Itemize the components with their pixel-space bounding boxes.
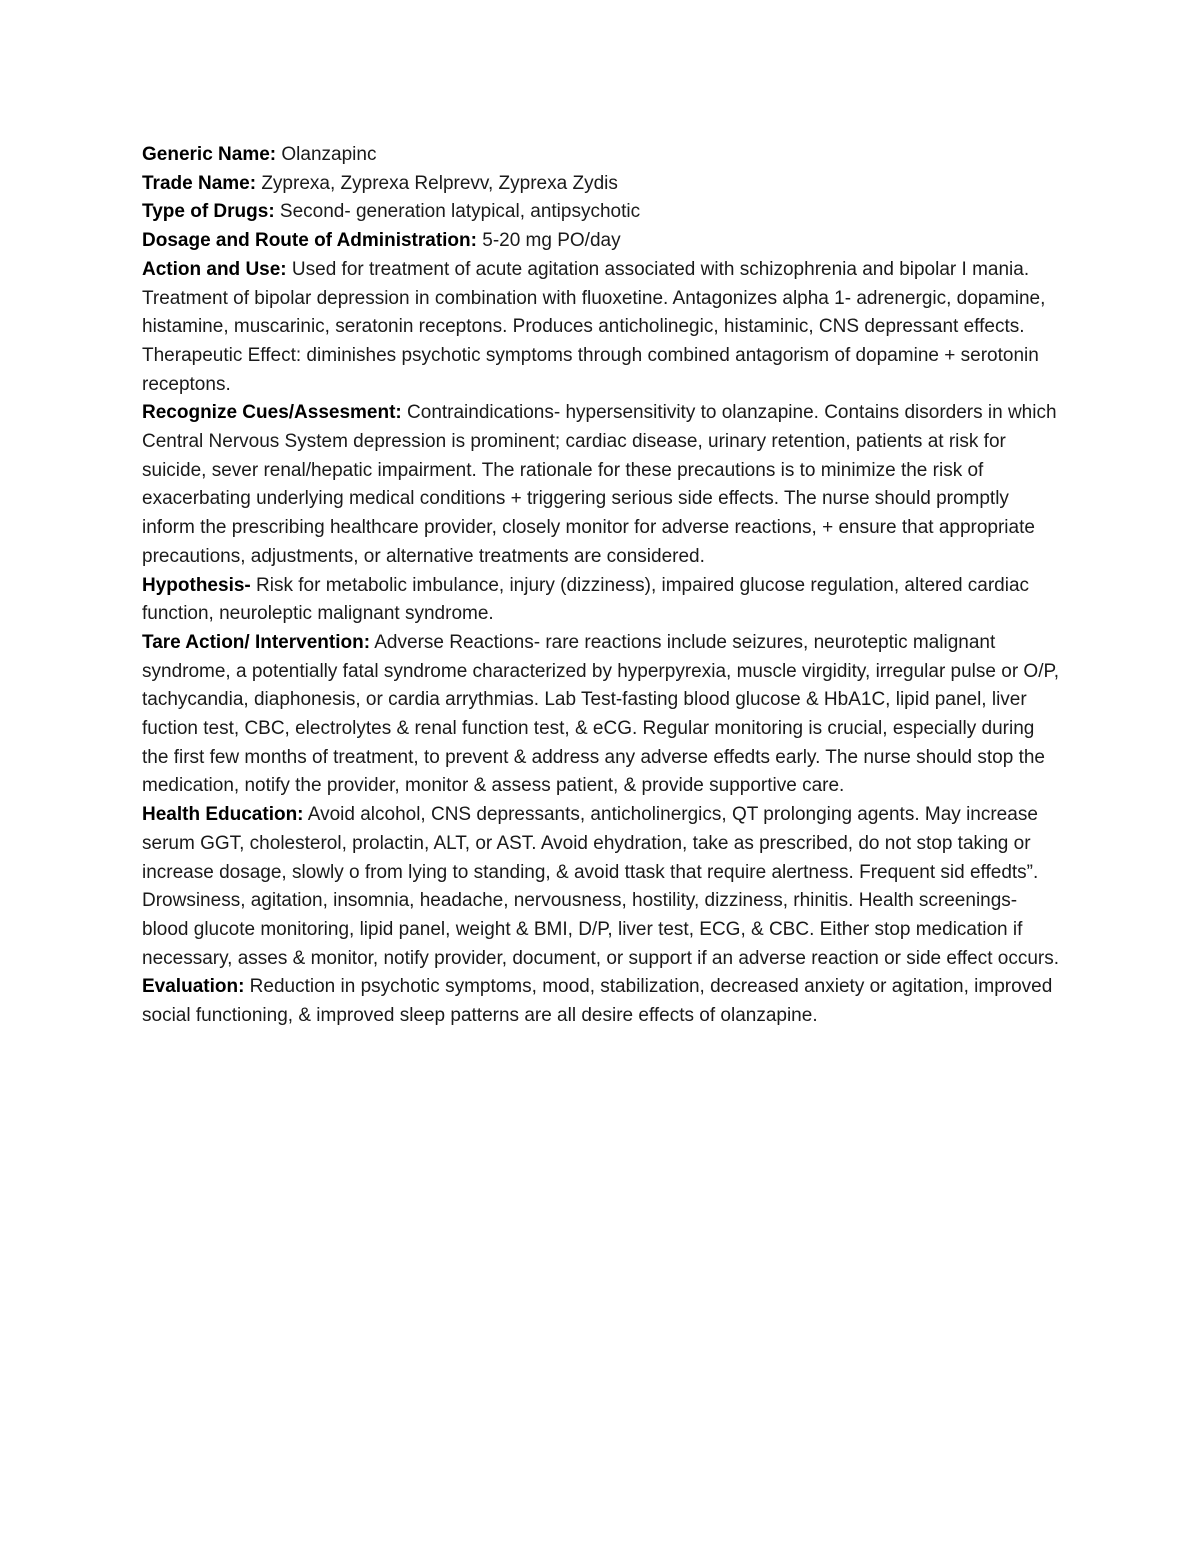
recognize-cues-text: Contraindications- hypersensitivity to olanzapine. Contains disorders in which Central Nervous System depression is prominent; cardiac disease, urinary retention, patients at risk for suicide, sever renal/hepatic impairment. The rationale for these precautions is to minimize the risk of exacerbating underlying medical conditions + triggering serious side effects. The nurse should promptly inform the prescribing healthcare provider, closely monitor for adverse reactions, + ensure that appropriate precautions, adjustments, or alternative treatments are considered. xyxy=(142,402,1057,567)
intervention-label: Tare Action/ Intervention: xyxy=(142,631,371,653)
drug-type-entry xyxy=(142,198,1062,227)
drug-type-value: Second- generation latypical, antipsychotic xyxy=(274,201,641,223)
action-use-label: Action and Use: xyxy=(142,258,287,280)
drug-type-label: Type of Drugs: xyxy=(142,201,275,223)
recognize-cues-label: Recognize Cues/Assesment: xyxy=(142,402,402,424)
dosage-route-entry xyxy=(142,227,1062,256)
generic-name-value: Olanzapinc xyxy=(276,144,377,165)
evaluation-label: Evaluation: xyxy=(142,976,245,998)
generic-name-label: Generic Name: xyxy=(142,144,277,165)
intervention-entry xyxy=(142,629,1062,801)
health-education-text: Avoid alcohol, CNS depressants, anticholinergics, QT prolonging agents. May increase serum GGT, cholesterol, prolactin, ALT, or AST. Avoid ehydration, take as prescribed, do not stop taking or increase dosage, slowly o from lying to standing, & avoid ttask that require alertness. Frequent sid effedts”. Drowsiness, agitation, insomnia, headache, nervousness, hostility, dizziness, rhinitis. Health screenings-blood glucote monitoring, lipid panel, weight & BMI, D/P, liver test, ECG, & CBC. Either stop medication if necessary, asses & monitor, notify provider, document, or support if an adverse reaction or side effect occurs. xyxy=(142,804,1060,969)
hypothesis-label: Hypothesis- xyxy=(142,574,251,596)
dosage-route-value: 5-20 mg PO/day xyxy=(476,230,621,252)
action-use-text: Used for treatment of acute agitation associated with schizophrenia and bipolar I mania. Treatment of bipolar depression in combination with fluoxetine. Antagonizes alpha 1- adrenergic, dopamine, histamine, muscarinic, seratonin receptons. Produces anticholinegic, histaminic, CNS depressant effects. Therapeutic Effect: diminishes psychotic symptoms through combined antagorism of dopamine + serotonin receptons. xyxy=(142,258,1046,395)
trade-name-value: Zyprexa, Zyprexa Relprevv, Zyprexa Zydis xyxy=(256,172,618,194)
document-body xyxy=(142,141,1062,1031)
action-use-entry xyxy=(142,256,1062,400)
health-education-entry xyxy=(142,801,1062,973)
evaluation-text: Reduction in psychotic symptoms, mood, stabilization, decreased anxiety or agitation, improved social functioning, & improved sleep patterns are all desire effects of olanzapine. xyxy=(142,976,1053,1027)
trade-name-label: Trade Name: xyxy=(142,172,257,194)
evaluation-entry xyxy=(142,973,1062,1030)
intervention-text: Adverse Reactions- rare reactions include seizures, neuroteptic malignant syndrome, a potentially fatal syndrome characterized by hyperpyrexia, muscle virgidity, irregular pulse or O/P, tachycandia, diaphonesis, or cardia arrythmias. Lab Test-fasting blood glucose & HbA1C, lipid panel, liver fuction test, CBC, electrolytes & renal function test, & eCG. Regular monitoring is crucial, especially during the first few months of treatment, to prevent & address any adverse effedts early. The nurse should stop the medication, notify the provider, monitor & assess patient, & provide supportive care. xyxy=(142,631,1059,797)
generic-name-entry xyxy=(142,141,1062,170)
recognize-cues-entry xyxy=(142,399,1062,571)
hypothesis-entry xyxy=(142,572,1062,629)
hypothesis-text: Risk for metabolic imbulance, injury (dizziness), impaired glucose regulation, altered cardiac function, neuroleptic malignant syndrome. xyxy=(142,574,1030,625)
dosage-route-label: Dosage and Route of Administration: xyxy=(142,230,477,252)
trade-name-entry xyxy=(142,170,1062,199)
health-education-label: Health Education: xyxy=(142,804,304,826)
